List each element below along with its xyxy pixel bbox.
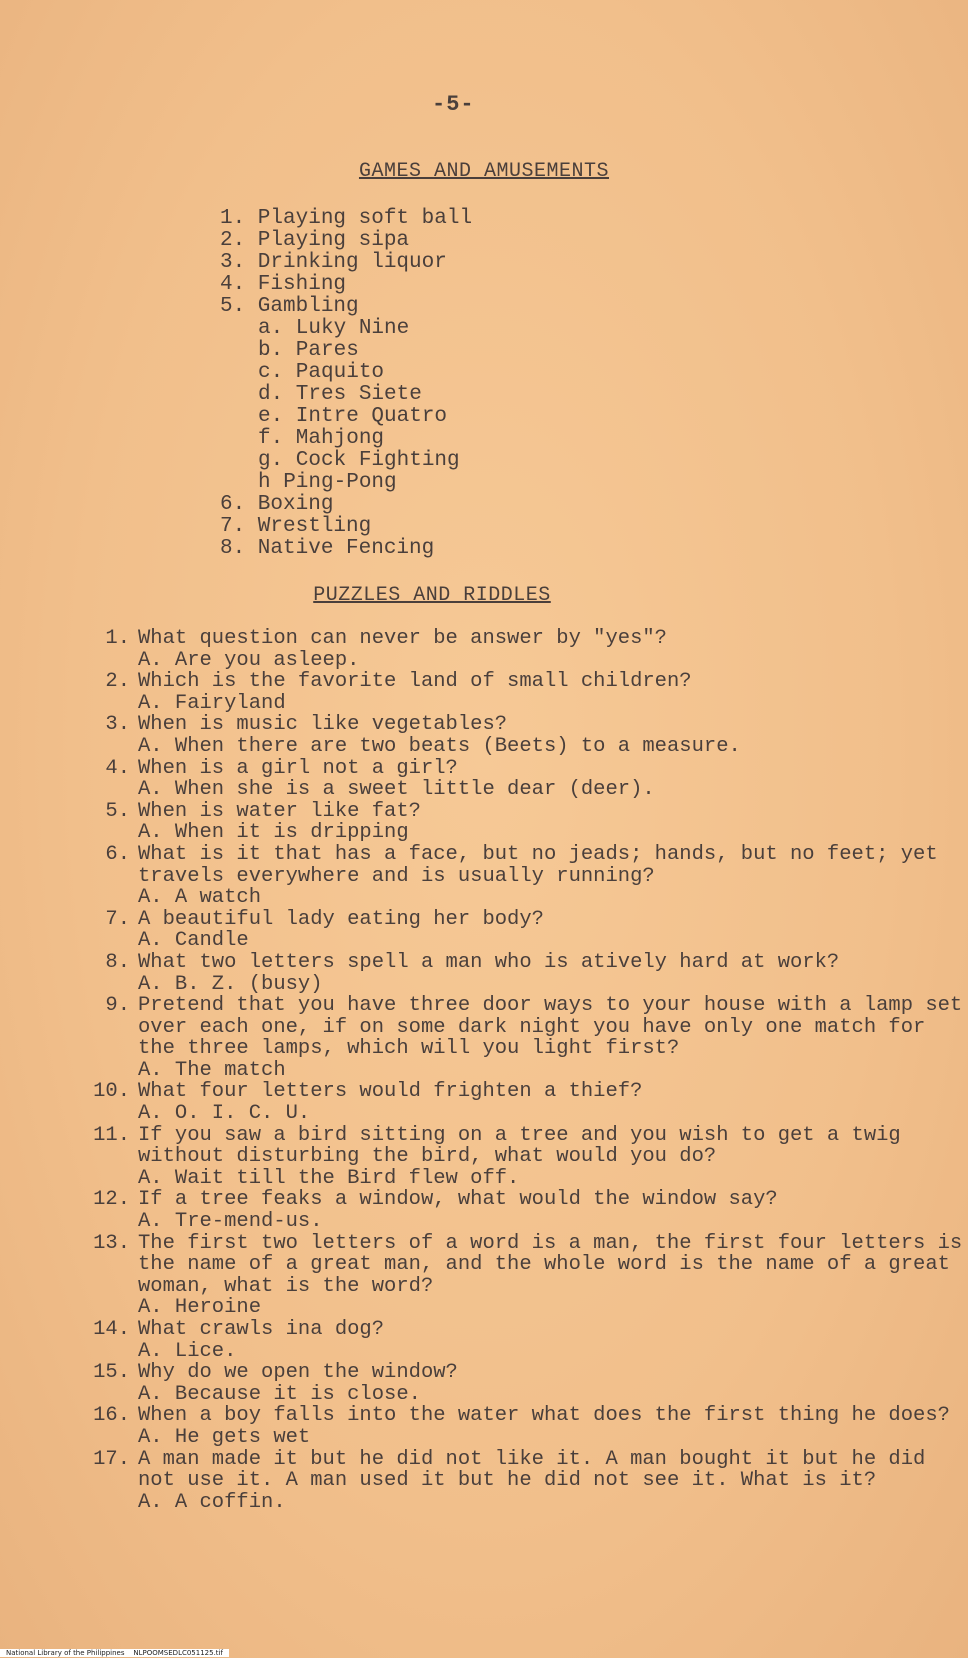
riddle-answer: A. The match xyxy=(138,1058,286,1082)
scan-footer: National Library of the Philippines NLPOOMSEDLC051125.tif xyxy=(0,1649,229,1657)
games-heading: GAMES AND AMUSEMENTS xyxy=(358,160,610,183)
riddle-answer: A. When she is a sweet little dear (deer). xyxy=(138,778,655,802)
riddle-question: What is it that has a face, but no jeads; hands, but no feet; yet travels everywhere and is usually running? xyxy=(138,842,938,888)
riddle-question: What crawls ina dog? xyxy=(138,1318,385,1341)
riddle-item xyxy=(76,995,966,1081)
riddle-answer: A. Tre-mend-us. xyxy=(138,1210,323,1234)
games-list-item: e. Intre Quatro xyxy=(258,405,448,428)
riddle-answer: A. B. Z. (busy) xyxy=(138,972,323,996)
riddle-number: 7. xyxy=(105,907,130,931)
riddle-number: 14. xyxy=(93,1318,130,1341)
riddle-number: 5. xyxy=(105,799,130,823)
riddle-answer: A. He gets wet xyxy=(138,1425,311,1449)
riddle-answer: A. A watch xyxy=(138,886,262,910)
riddle-answer: A. Because it is close. xyxy=(138,1382,421,1406)
riddle-number: 6. xyxy=(105,842,130,866)
riddle-answer: A. Are you asleep. xyxy=(138,648,360,672)
riddle-item xyxy=(76,1362,966,1405)
riddle-answer: A. Heroine xyxy=(138,1296,262,1320)
riddle-question: The first two letters of a word is a man, the first four letters is the name of a great man, and the whole word is the name of a great woman, what is the word? xyxy=(138,1231,963,1298)
riddle-number: 9. xyxy=(105,994,130,1018)
riddle-number: 3. xyxy=(105,713,130,737)
riddle-item xyxy=(76,628,966,671)
games-list-item: 2. Playing sipa xyxy=(220,229,410,252)
riddle-item xyxy=(76,952,966,995)
games-list-item: c. Paquito xyxy=(258,361,385,384)
riddle-question: Pretend that you have three door ways to your house with a lamp set over each one, if on some dark night you have only one match for the three lamps, which will you light first? xyxy=(138,994,963,1061)
riddle-question: When a boy falls into the water what does the first thing he does? xyxy=(138,1404,950,1428)
games-list-item: 1. Playing soft ball xyxy=(220,207,473,230)
games-list-item: 7. Wrestling xyxy=(220,515,372,538)
riddle-number: 8. xyxy=(105,950,130,974)
games-list-item: 6. Boxing xyxy=(220,493,334,516)
riddle-answer: A. Wait till the Bird flew off. xyxy=(138,1166,520,1190)
games-list xyxy=(220,208,472,560)
riddle-question: A man made it but he did not like it. A man bought it but he did not use it. A man used it but he did not see it. What is it? xyxy=(138,1447,926,1493)
riddle-answer: A. O. I. C. U. xyxy=(138,1102,311,1126)
riddle-item xyxy=(76,1405,966,1448)
riddle-question: What question can never be answer by "yes"? xyxy=(138,627,667,650)
riddle-question: When is music like vegetables? xyxy=(138,713,508,737)
riddle-answer: A. Fairyland xyxy=(138,691,286,715)
riddle-answer: A. A coffin. xyxy=(138,1490,286,1514)
riddle-item xyxy=(76,909,966,952)
riddle-question: Why do we open the window? xyxy=(138,1361,458,1385)
riddle-item xyxy=(76,758,966,801)
riddle-question: When is a girl not a girl? xyxy=(138,756,458,780)
riddle-item xyxy=(76,1189,966,1232)
riddles-heading: PUZZLES AND RIDDLES xyxy=(313,584,551,607)
riddle-item xyxy=(76,1233,966,1319)
games-list-item: 5. Gambling xyxy=(220,295,359,318)
riddle-number: 16. xyxy=(93,1404,130,1428)
riddle-number: 10. xyxy=(93,1080,130,1104)
riddle-number: 13. xyxy=(93,1231,130,1255)
riddle-number: 17. xyxy=(93,1447,130,1471)
riddle-question: A beautiful lady eating her body? xyxy=(138,907,544,931)
games-list-item: f. Mahjong xyxy=(258,427,385,450)
riddle-question: What four letters would frighten a thief? xyxy=(138,1080,643,1104)
games-list-item: a. Luky Nine xyxy=(258,317,410,340)
riddle-answer: A. When it is dripping xyxy=(138,821,409,845)
riddle-number: 1. xyxy=(105,627,130,650)
riddle-number: 11. xyxy=(93,1123,130,1147)
riddle-item xyxy=(76,714,966,757)
games-list-item: d. Tres Siete xyxy=(258,383,422,406)
riddle-item xyxy=(76,1319,966,1362)
riddle-question: If a tree feaks a window, what would the window say? xyxy=(138,1188,778,1212)
games-list-item: b. Pares xyxy=(258,339,359,362)
games-list-item: 4. Fishing xyxy=(220,273,347,296)
riddle-answer: A. Lice. xyxy=(138,1339,237,1363)
riddle-item xyxy=(76,1125,966,1190)
page-number: -5- xyxy=(432,92,475,117)
riddle-item xyxy=(76,844,966,909)
riddle-number: 2. xyxy=(105,670,130,694)
riddle-item xyxy=(76,1449,966,1514)
riddle-question: If you saw a bird sitting on a tree and you wish to get a twig without disturbing the bird, what would you do? xyxy=(138,1123,901,1169)
riddle-number: 15. xyxy=(93,1361,130,1385)
riddle-item xyxy=(76,671,966,714)
riddle-answer: A. Candle xyxy=(138,929,249,953)
games-list-item: 3. Drinking liquor xyxy=(220,251,447,274)
riddles-list xyxy=(76,628,966,1513)
riddle-number: 4. xyxy=(105,756,130,780)
riddle-item xyxy=(76,801,966,844)
riddle-question: When is water like fat? xyxy=(138,799,421,823)
games-list-item: 8. Native Fencing xyxy=(220,537,435,560)
riddle-answer: A. When there are two beats (Beets) to a measure. xyxy=(138,734,741,758)
games-list-item: g. Cock Fighting xyxy=(258,449,460,472)
riddle-question: What two letters spell a man who is atively hard at work? xyxy=(138,950,840,974)
riddle-number: 12. xyxy=(93,1188,130,1212)
riddle-question: Which is the favorite land of small children? xyxy=(138,670,692,694)
riddle-item xyxy=(76,1081,966,1124)
games-list-item: h Ping-Pong xyxy=(258,471,397,494)
